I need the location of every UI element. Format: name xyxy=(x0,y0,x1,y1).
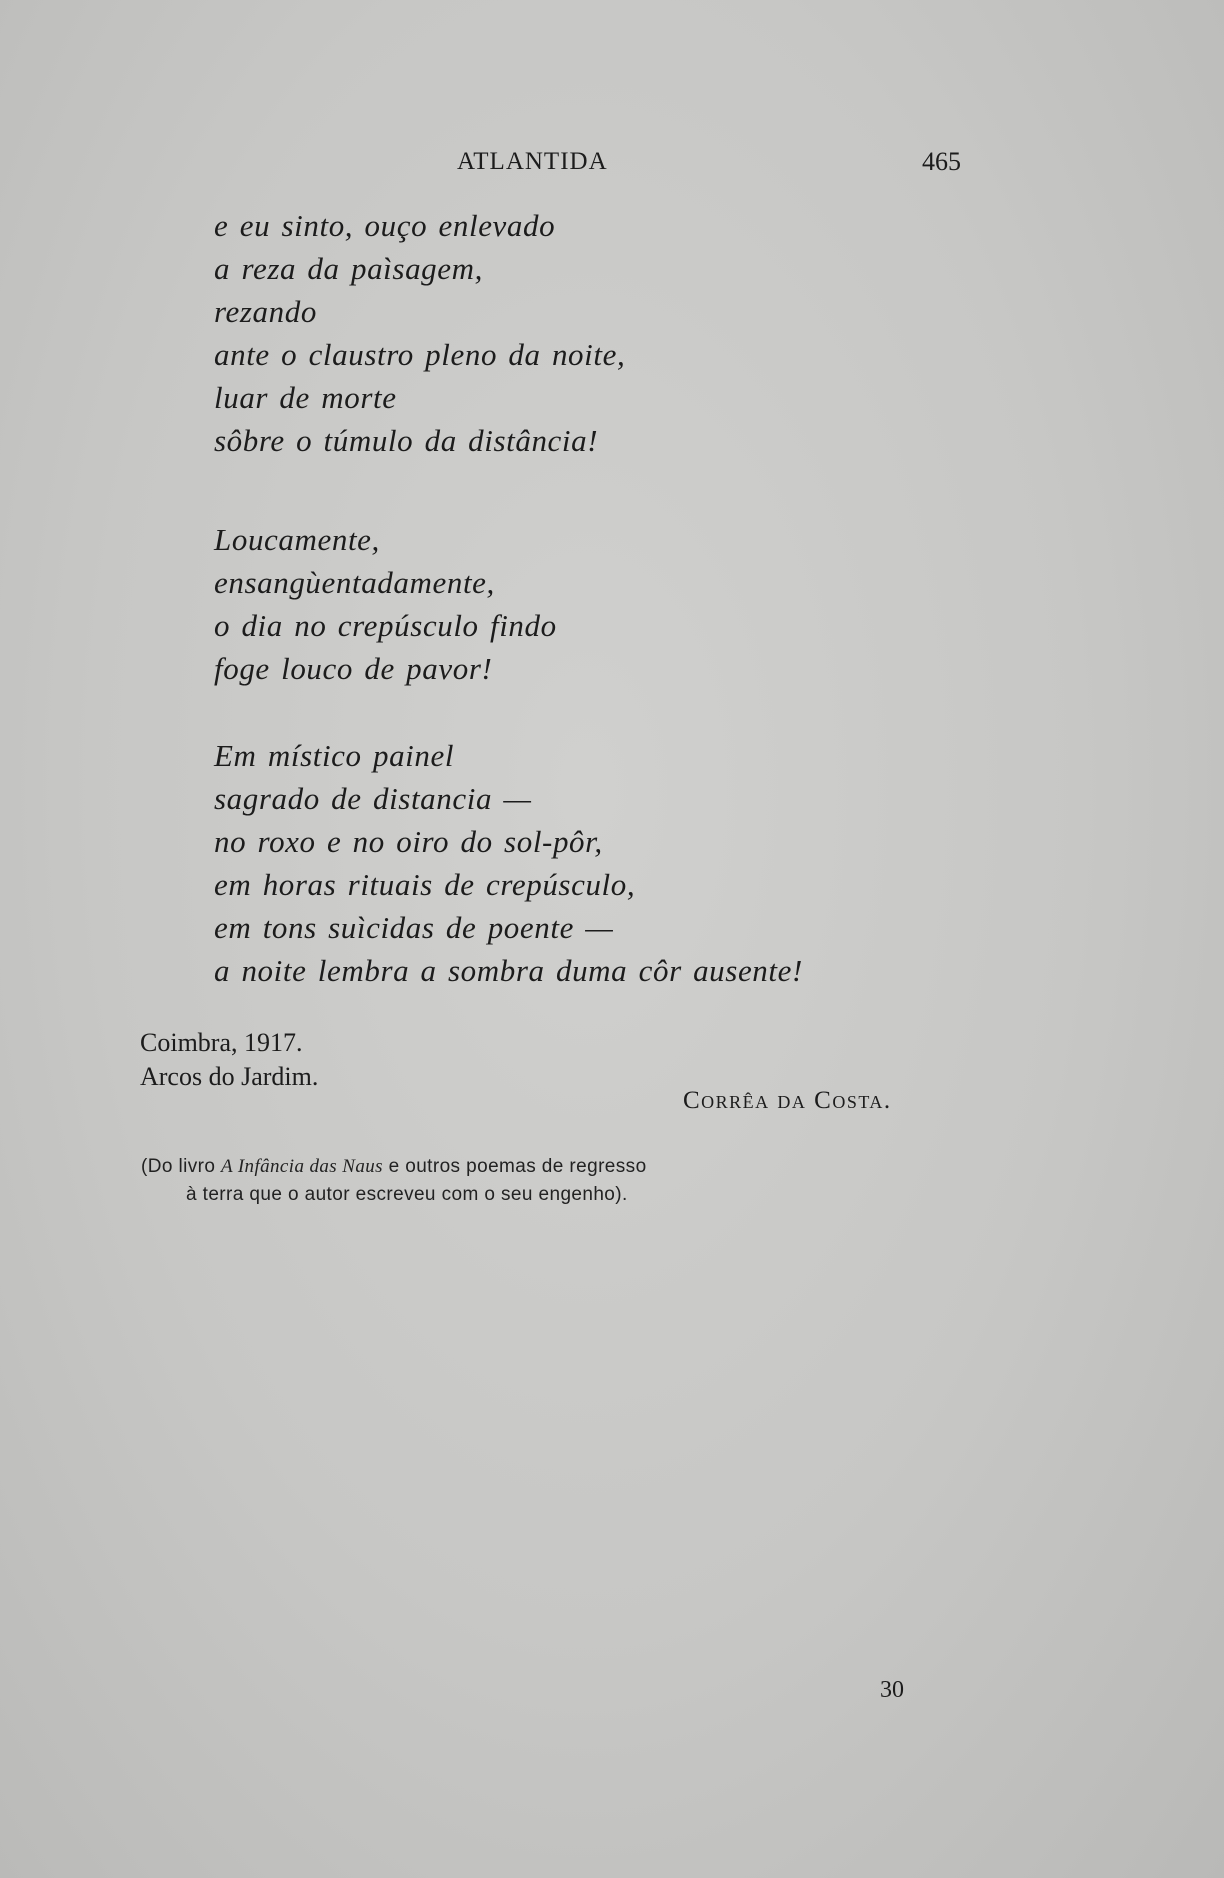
footnote-book-title: A Infância das Naus xyxy=(221,1156,383,1177)
location: Arcos do Jardim. xyxy=(140,1062,319,1091)
poem-line: Em místico painel xyxy=(214,738,455,773)
poem-line: o dia no crepúsculo findo xyxy=(214,608,557,643)
poem-line: rezando xyxy=(214,294,317,329)
page-number: 465 xyxy=(922,147,961,176)
poem-line: sagrado de distancia — xyxy=(214,781,532,816)
poem-line: em horas rituais de crepúsculo, xyxy=(214,867,636,902)
poem-line: e eu sinto, ouço enlevado xyxy=(214,208,556,243)
author-signature: Corrêa da Costa. xyxy=(683,1087,892,1114)
poem-line: no roxo e no oiro do sol-pôr, xyxy=(214,824,603,859)
footnote-line xyxy=(141,1155,647,1179)
place-date: Coimbra, 1917. xyxy=(140,1028,303,1057)
poem-line: em tons suìcidas de poente — xyxy=(214,910,614,945)
poem-line: ensangùentadamente, xyxy=(214,565,495,600)
footnote-suffix: e outros poemas de regresso xyxy=(382,1156,647,1177)
poem-line: sôbre o túmulo da distância! xyxy=(214,423,599,458)
poem-line: Loucamente, xyxy=(214,522,380,557)
poem-line: foge louco de pavor! xyxy=(214,651,493,686)
poem-line: luar de morte xyxy=(214,380,397,415)
footnote-line: à terra que o autor escreveu com o seu engenho). xyxy=(186,1184,628,1205)
running-title: ATLANTIDA xyxy=(457,148,608,175)
footnote-prefix: (Do livro xyxy=(141,1156,222,1177)
poem-line: a reza da paìsagem, xyxy=(214,251,483,286)
poem-line: a noite lembra a sombra duma côr ausente! xyxy=(214,953,803,988)
sheet-number: 30 xyxy=(880,1677,904,1703)
poem-line: ante o claustro pleno da noite, xyxy=(214,337,626,372)
